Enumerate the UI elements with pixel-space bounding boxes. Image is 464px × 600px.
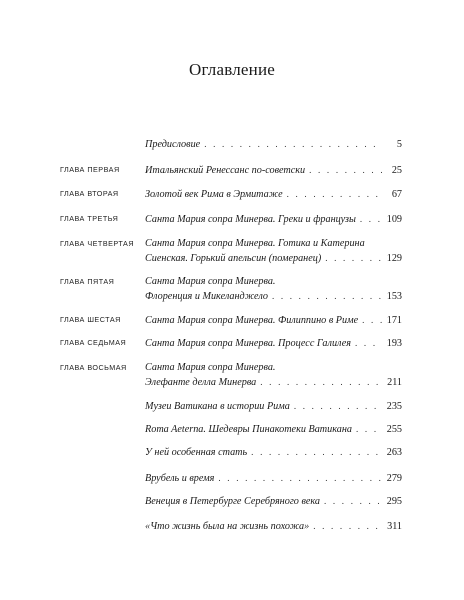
toc-title-line (145, 313, 402, 328)
toc-title-line (145, 519, 402, 534)
dot-leader (287, 187, 382, 201)
dot-leader (324, 494, 382, 508)
entry-title: Венеция в Петербурге Серебряного века (145, 496, 320, 507)
page-number: 25 (391, 165, 402, 176)
page-number: 279 (386, 473, 402, 484)
entry-title: Флоренция и Микеланджело (145, 291, 268, 302)
toc-title-line (145, 163, 402, 178)
page-number: 193 (386, 338, 402, 349)
page-number: 263 (386, 447, 402, 458)
chapter-label: ГЛАВА ЧЕТВЕРТАЯ (60, 239, 135, 248)
toc-title-line (145, 471, 402, 486)
toc-title-line: Санта Мария сопра Минерва. (145, 276, 276, 287)
page-number: 311 (387, 521, 402, 532)
entry-title: Итальянский Ренессанс по-советски (145, 165, 306, 176)
page-number: 171 (386, 315, 402, 326)
dot-leader (309, 163, 382, 177)
dot-leader (260, 375, 382, 389)
page-title: Оглавление (189, 60, 275, 79)
chapter-label: ГЛАВА ВОСЬМАЯ (60, 363, 127, 372)
page-number: 67 (391, 189, 402, 200)
entry-title: Врубель и время (145, 473, 215, 484)
toc-title-line (145, 494, 402, 509)
entry-title: Музеи Ватикана в истории Рима (145, 401, 290, 412)
chapter-label: ГЛАВА ТРЕТЬЯ (60, 214, 119, 223)
toc-title-line: Санта Мария сопра Минерва. Готика и Катерина (145, 238, 365, 249)
toc-title-line (145, 289, 402, 304)
page-number: 295 (386, 496, 402, 507)
entry-title: Санта Мария сопра Минерва. Процесс Галилея (145, 338, 352, 349)
entry-title: Сиенская. Горький апельсин (померанец) (145, 253, 322, 264)
dot-leader (272, 289, 382, 303)
dot-leader (218, 471, 382, 485)
dot-leader (204, 137, 382, 151)
toc-title-line (145, 399, 402, 414)
page-number: 109 (386, 214, 402, 225)
toc-title-line (145, 375, 402, 390)
entry-title: У ней особенная стать (145, 447, 248, 458)
dot-leader (362, 313, 382, 327)
dot-leader (360, 212, 382, 226)
toc-title-line (145, 187, 402, 202)
chapter-label: ГЛАВА ПЯТАЯ (60, 277, 115, 286)
page-number: 153 (386, 291, 402, 302)
dot-leader (325, 251, 382, 265)
dot-leader (313, 519, 382, 533)
entry-title: Санта Мария сопра Минерва. Греки и французы (145, 214, 356, 225)
entry-title: Золотой век Рима в Эрмитаже (145, 189, 283, 200)
dot-leader (356, 422, 382, 436)
entry-title: Предисловие (145, 139, 201, 150)
toc-title-line (145, 251, 402, 266)
chapter-label: ГЛАВА ШЕСТАЯ (60, 315, 121, 324)
page-number: 5 (396, 139, 402, 150)
page-number: 255 (386, 424, 402, 435)
toc-title-line (145, 422, 402, 437)
toc-title-line (145, 445, 402, 460)
toc-title-line (145, 212, 402, 227)
entry-title: Roma Aeterna. Шедевры Пинакотеки Ватикана (145, 424, 353, 435)
toc-title-line (145, 336, 402, 351)
toc-title-line: Санта Мария сопра Минерва. (145, 362, 276, 373)
dot-leader (294, 399, 382, 413)
chapter-label: ГЛАВА СЕДЬМАЯ (60, 338, 127, 347)
chapter-label: ГЛАВА ВТОРАЯ (60, 189, 119, 198)
entry-title: Санта Мария сопра Минерва. Филиппино в Риме (145, 315, 359, 326)
dot-leader (251, 445, 382, 459)
chapter-label: ГЛАВА ПЕРВАЯ (60, 165, 120, 174)
dot-leader (355, 336, 382, 350)
entry-title: «Что жизнь была на жизнь похожа» (145, 521, 310, 532)
toc-title-line (145, 137, 402, 152)
page-number: 211 (387, 377, 402, 388)
page-number: 129 (386, 253, 402, 264)
page-number: 235 (386, 401, 402, 412)
entry-title: Элефанте делла Минерва (145, 377, 257, 388)
